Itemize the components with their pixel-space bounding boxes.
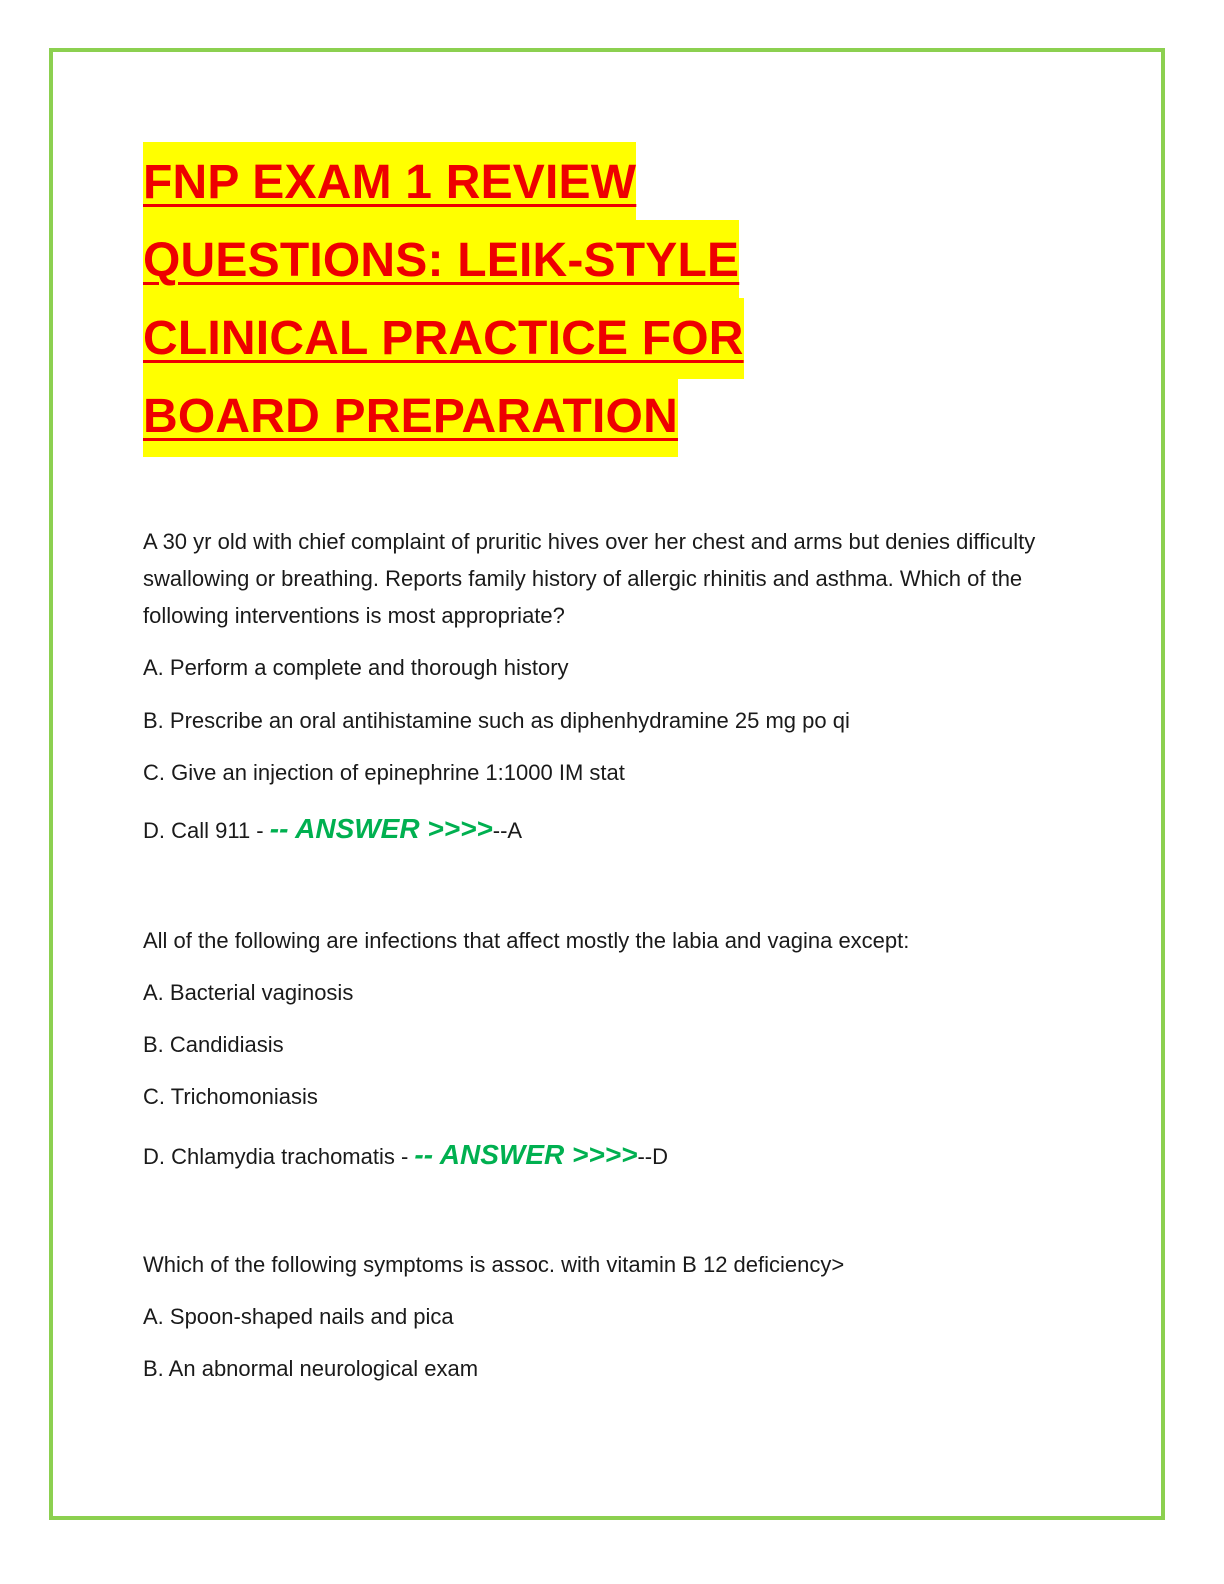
question-2-option-a-row: [143, 974, 1083, 1011]
question-1: [143, 523, 1083, 634]
answer-marker: -- ANSWER >>>>: [269, 813, 493, 844]
question-1-option-d-row: [143, 810, 1083, 849]
question-3-option-a-row: [143, 1298, 1083, 1335]
question-1-option-a-row: [143, 649, 1083, 686]
answer-option: D. Chlamydia trachomatis -: [143, 1144, 415, 1169]
question-stem: All of the following are infections that affect mostly the labia and vagina except:: [143, 928, 910, 953]
question-1-option-c-row: [143, 754, 1083, 791]
question-stem: Which of the following symptoms is assoc. with vitamin B 12 deficiency>: [143, 1252, 845, 1277]
answer-option: B. Prescribe an oral antihistamine such as diphenhydramine 25 mg po qi: [143, 708, 850, 733]
answer-value: --D: [637, 1144, 668, 1169]
title-line: CLINICAL PRACTICE FOR: [143, 298, 744, 379]
answer-option: A. Perform a complete and thorough history: [143, 655, 569, 680]
question-2-option-c-row: [143, 1078, 1083, 1115]
answer-option: A. Spoon-shaped nails and pica: [143, 1304, 454, 1329]
title-line: FNP EXAM 1 REVIEW: [143, 142, 636, 223]
answer-option-with-key: [143, 1136, 1083, 1175]
question-3-option-b-row: [143, 1350, 1083, 1387]
title-line: BOARD PREPARATION: [143, 376, 678, 457]
document-title: [143, 142, 943, 454]
question-stem: A 30 yr old with chief complaint of pruritic hives over her chest and arms but denies difficulty swallowing or breathing. Reports family history of allergic rhinitis and asthma. Which of the following interventions is most appropriate?: [143, 529, 1036, 628]
answer-option: B. Candidiasis: [143, 1032, 284, 1057]
answer-option: C. Trichomoniasis: [143, 1084, 318, 1109]
question-1-option-b-row: [143, 702, 1083, 739]
answer-option: A. Bacterial vaginosis: [143, 980, 354, 1005]
answer-option-with-key: [143, 810, 1083, 849]
question-2-option-d-row: [143, 1136, 1083, 1175]
question-2-option-b-row: [143, 1026, 1083, 1063]
answer-option: B. An abnormal neurological exam: [143, 1356, 479, 1381]
answer-value: --A: [492, 818, 523, 843]
question-2: [143, 922, 1083, 959]
answer-option: D. Call 911 -: [143, 818, 270, 843]
answer-marker: -- ANSWER >>>>: [414, 1139, 638, 1170]
answer-option: C. Give an injection of epinephrine 1:1000 IM stat: [143, 760, 625, 785]
question-3: [143, 1246, 1083, 1283]
title-line: QUESTIONS: LEIK-STYLE: [143, 220, 739, 301]
